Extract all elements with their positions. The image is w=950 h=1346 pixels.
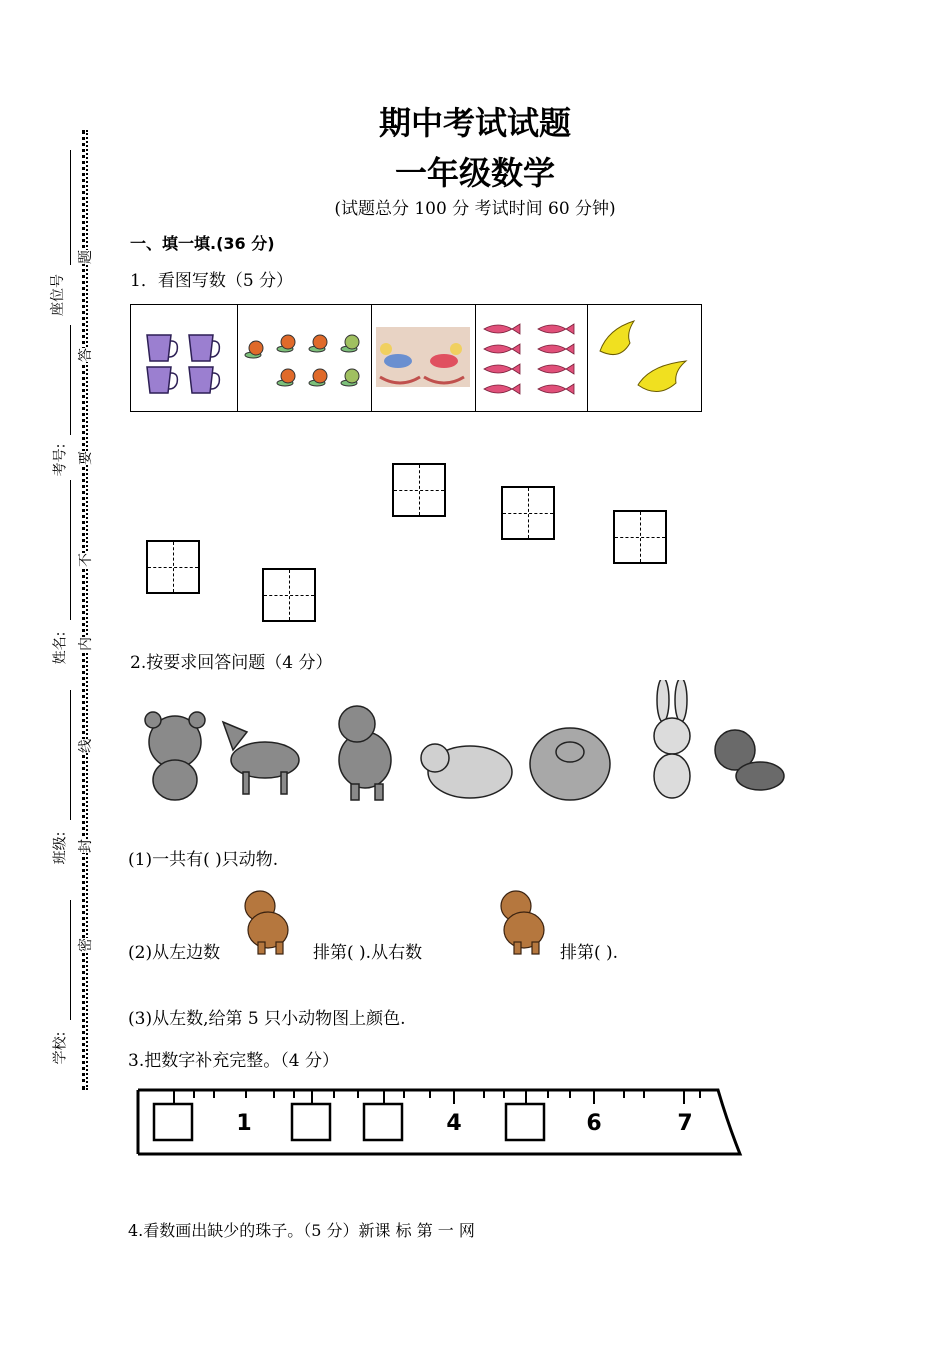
ruler-blank-box-2[interactable] [292, 1104, 330, 1140]
seal-char-xian: 线 [73, 739, 97, 753]
ruler-blank-box-3[interactable] [364, 1104, 402, 1140]
seal-char-nei: 内 [73, 637, 97, 651]
birds-icon [588, 305, 703, 411]
ruler-number: 1 [236, 1111, 252, 1136]
animals-row [125, 680, 795, 810]
number-ruler [134, 1084, 754, 1164]
seal-char-mi: 密 [73, 938, 97, 952]
picture-cell-fish [476, 305, 588, 411]
picture-cell-birds [588, 305, 703, 411]
class-blank[interactable] [70, 690, 71, 820]
picture-cell-snails [238, 305, 372, 411]
dog-icon [715, 730, 784, 790]
school-label: 学校: [52, 1031, 69, 1065]
seal-char-feng: 封 [73, 839, 97, 853]
seal-char-yao: 要 [73, 451, 97, 465]
sheep-icon [421, 744, 512, 798]
name-blank[interactable] [70, 480, 71, 620]
picture-table [130, 304, 702, 412]
ruler-number: 4 [446, 1111, 462, 1136]
school-blank[interactable] [70, 900, 71, 1020]
answer-box-4[interactable] [501, 486, 555, 540]
picture-cell-rocking-horses [372, 305, 476, 411]
seal-char-da: 答 [73, 348, 97, 362]
name-label: 姓名: [52, 631, 69, 665]
answer-box-5[interactable] [613, 510, 667, 564]
pig-icon [530, 728, 610, 800]
ruler-blank-box-1[interactable] [154, 1104, 192, 1140]
bear-icon [145, 712, 205, 800]
ruler-blank-box-4[interactable] [506, 1104, 544, 1140]
answer-box-2[interactable] [262, 568, 316, 622]
horse-icon [223, 722, 299, 794]
exam-number-label: 考号: [52, 443, 69, 477]
cups-icon [131, 305, 237, 411]
seal-char-bu: 不 [73, 553, 97, 567]
question-2-2-part-b: 排第( ).从右数 [313, 943, 423, 963]
seal-char-ti: 题 [73, 250, 97, 264]
answer-box-1[interactable] [146, 540, 200, 594]
question-2-1: (1)一共有( )只动物. [128, 850, 279, 870]
snails-icon [238, 305, 371, 411]
section-heading: 一、填一填.(36 分) [130, 234, 275, 253]
rabbit-icon [654, 680, 690, 798]
question-4: 4.看数画出缺少的珠子。（5 分）新课 标 第 一 网 [128, 1221, 475, 1240]
ruler-number: 7 [677, 1111, 693, 1136]
question-2: 2.按要求回答问题（4 分） [130, 653, 333, 673]
exam-subject: 一年级数学 [394, 154, 555, 192]
exam-number-blank[interactable] [70, 325, 71, 435]
cow-picture-left [232, 884, 304, 956]
class-label: 班级: [52, 831, 69, 865]
question-1: 1．看图写数（5 分） [130, 271, 294, 291]
question-3: 3.把数字补充完整。（4 分） [128, 1051, 339, 1071]
cow-icon [339, 706, 391, 800]
seat-number-label: 座位号 [50, 274, 66, 316]
question-2-2-part-a: (2)从左边数 [128, 943, 221, 963]
picture-cell-cups [131, 305, 238, 411]
exam-info: (试题总分 100 分 考试时间 60 分钟) [334, 199, 616, 219]
question-2-3: (3)从左数,给第 5 只小动物图上颜色. [128, 1009, 406, 1029]
answer-box-3[interactable] [392, 463, 446, 517]
rocking-horses-icon [372, 305, 475, 411]
ruler-number: 6 [586, 1111, 602, 1136]
exam-title: 期中考试试题 [378, 104, 571, 142]
fish-icon [476, 305, 587, 411]
cow-picture-right [488, 884, 560, 956]
question-2-2-part-c: 排第( ). [560, 943, 619, 963]
